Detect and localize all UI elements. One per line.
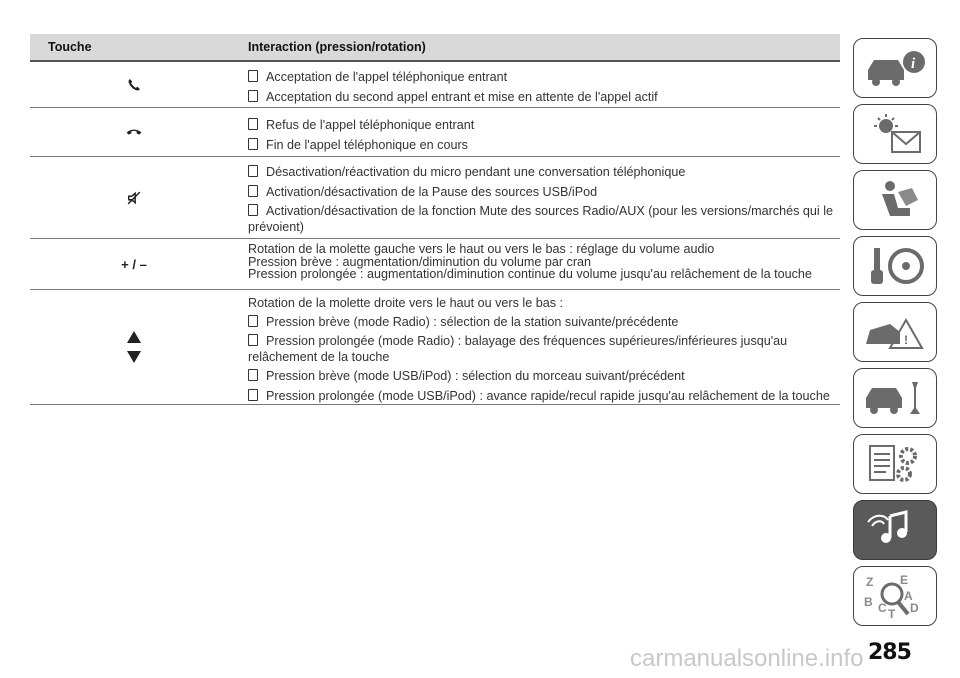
key-cell [30,239,238,289]
list-item: Pression brève (mode Radio) : sélection de la station suivante/précédente [248,315,840,331]
mute-icon [127,191,141,205]
interaction-cell [238,290,840,404]
phone-accept-icon [127,78,141,92]
checkbox-bullet-icon [248,389,258,401]
tab-technical-data[interactable] [853,434,937,494]
checkbox-bullet-icon [248,334,258,346]
text-line: Pression brève : augmentation/diminution du volume par cran [248,254,592,269]
checkbox-bullet-icon [248,70,258,82]
page-number: 285 [868,640,911,665]
list-item: Pression prolongée (mode Radio) : balayage des fréquences supérieures/inférieures jusqu'au relâchement de la touche [248,334,788,364]
svg-text:A: A [904,589,913,603]
up-down-arrows-icon [127,331,141,363]
checkbox-bullet-icon [248,165,258,177]
text-line: Rotation de la molette gauche vers le haut ou vers le bas : réglage du volume audio [248,242,715,256]
controls-table [30,34,840,405]
key-cell [30,290,238,404]
tab-maintenance[interactable] [853,368,937,428]
checklist-gear-icon [860,442,930,486]
svg-text:C: C [878,601,887,615]
arrow-down-icon [127,351,141,363]
interaction-cell [238,62,840,107]
tab-index[interactable] [853,566,937,626]
interaction-cell [238,239,840,289]
lights-message-icon [860,112,930,156]
key-cell [30,157,238,238]
svg-text:B: B [864,595,873,609]
index-search-icon [860,572,930,620]
checkbox-bullet-icon [248,118,258,130]
table-row [30,62,840,108]
list-item: Activation/désactivation de la fonction Mute des sources Radio/AUX (pour les versions/marchés qui le prévoient) [248,204,834,234]
checkbox-bullet-icon [248,369,258,381]
list-item: Acceptation du second appel entrant et mise en attente de l'appel actif [248,90,840,106]
seat-airbag-icon [860,178,930,222]
table-row [30,239,840,290]
watermark: carmanualsonline.info [630,645,864,672]
car-info-icon [860,46,930,90]
svg-text:E: E [900,573,909,587]
svg-text:i: i [911,56,916,72]
list-item: Désactivation/réactivation du micro pendant une conversation téléphonique [248,165,840,181]
svg-text:Z: Z [866,575,874,589]
checkbox-bullet-icon [248,90,258,102]
interaction-cell [238,157,840,238]
key-cell [30,108,238,156]
arrow-up-icon [127,331,141,343]
tab-emergency[interactable] [853,302,937,362]
svg-text:D: D [910,601,919,615]
list-item: Refus de l'appel téléphonique entrant [248,118,840,134]
tab-safety[interactable] [853,170,937,230]
checkbox-bullet-icon [248,315,258,327]
list-item: Activation/désactivation de la Pause des sources USB/iPod [248,185,840,201]
key-cell [30,62,238,107]
list-item: Acceptation de l'appel téléphonique entrant [248,70,840,86]
key-steering-icon [860,244,930,288]
phone-hangup-icon [126,127,142,137]
svg-text:!: ! [904,333,908,347]
tab-starting-driving[interactable] [853,236,937,296]
checkbox-bullet-icon [248,204,258,216]
text-line: Pression prolongée : augmentation/diminution continue du volume jusqu'au relâchement de la touche [248,267,812,281]
header-touche: Touche [48,40,92,54]
volume-key-label: + / – [121,256,147,272]
table-row [30,157,840,239]
svg-text:T: T [888,607,896,620]
list-item: Pression prolongée (mode USB/iPod) : avance rapide/recul rapide jusqu'au relâchement de la touche [248,389,840,405]
multimedia-icon [860,508,930,552]
list-item: Fin de l'appel téléphonique en cours [248,138,840,154]
intro-text: Rotation de la molette droite vers le haut ou vers le bas : [248,296,564,310]
tab-car-info[interactable] [853,38,937,98]
tab-lights-messages[interactable] [853,104,937,164]
list-item: Pression brève (mode USB/iPod) : sélection du morceau suivant/précédent [248,369,840,385]
chapter-sidebar [853,38,939,632]
car-crash-icon [860,310,930,354]
car-wrench-icon [860,376,930,420]
table-row [30,108,840,157]
tab-multimedia[interactable] [853,500,937,560]
checkbox-bullet-icon [248,185,258,197]
table-header [30,34,840,62]
header-interaction: Interaction (pression/rotation) [248,40,426,54]
checkbox-bullet-icon [248,138,258,150]
table-row [30,290,840,405]
interaction-cell [238,108,840,156]
